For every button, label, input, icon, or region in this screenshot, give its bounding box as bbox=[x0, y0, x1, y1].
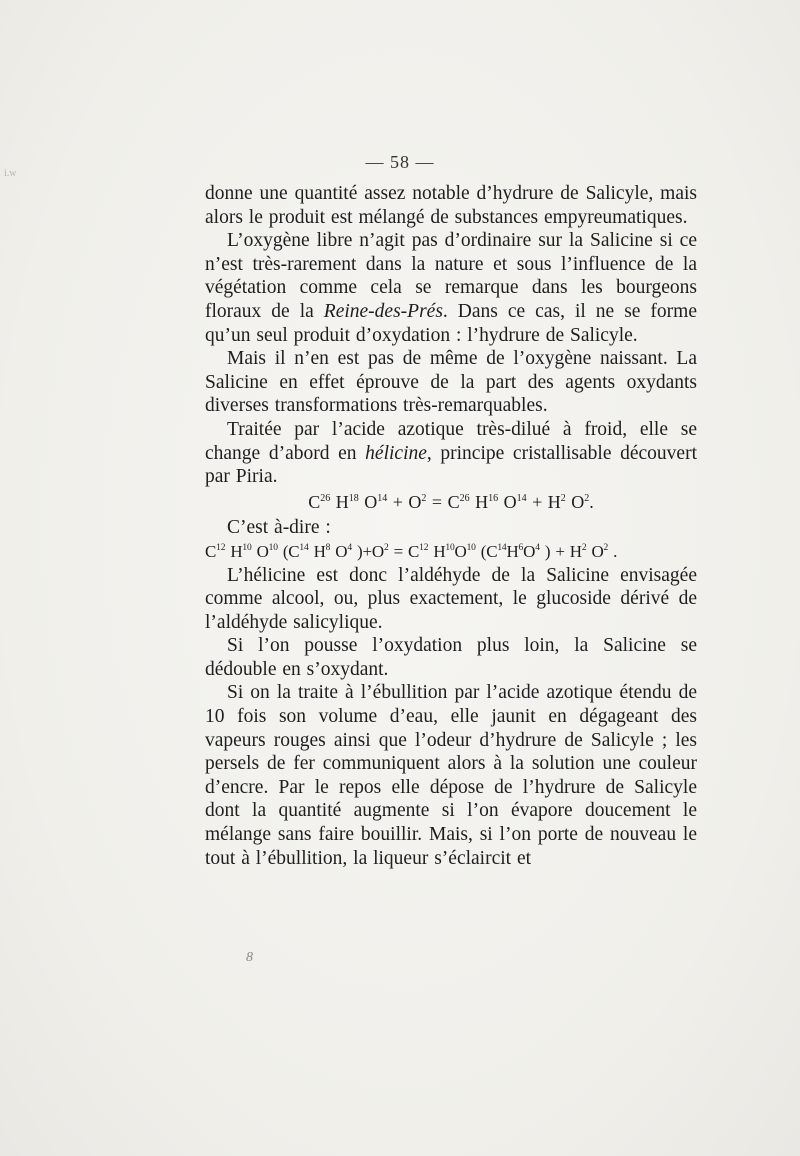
paragraph-5: C’est à-dire : bbox=[227, 517, 331, 539]
margin-mark: i.w bbox=[4, 168, 17, 179]
plant-name-italic: Reine-des-Prés bbox=[323, 300, 443, 322]
paragraph-2-text-b: . Dans ce cas, il ne se forme qu’un seul produit d’oxydation : l’hydrure de Salicyle. bbox=[205, 300, 697, 346]
paragraph-1: donne une quantité assez notable d’hydrure de Salicyle, mais alors le produit est mélangé de substances empyreumatiques. bbox=[205, 183, 697, 228]
paragraph-2-text-a: L’oxygène libre n’agit pas d’ordinaire sur la Salicine si ce n’est très-rarement dans la nature et sous l’influence de la végétation comme cela se remarque dans les bourgeons floraux de la bbox=[205, 230, 697, 322]
signature-mark: 8 bbox=[246, 950, 253, 965]
paragraph-4-text-b: , principe cristallisable découvert par Piria. bbox=[205, 442, 697, 488]
chemical-equation-2: $C^{12}$ $H^{10}$ $O^{10}$ ($C^{14}$ $H^8$ $O^4$ )$+O^2 = C^{12}$ $H^{10}O^{10}$ ($C^{14}H^6O^4$ ) + $H^2$ $O^2$ . bbox=[205, 541, 618, 561]
paragraph-2 bbox=[205, 229, 697, 347]
paragraph-4 bbox=[205, 418, 697, 489]
paragraph-4-text-a: Traitée par l’acide azotique très-dilué à froid, elle se change d’abord en bbox=[205, 418, 697, 464]
page-number: — 58 — bbox=[365, 152, 435, 172]
chemical-equation-1: $C^{26}$ $H^{18}$ $O^{14} + O^2 = C^{26}$ $H^{16}$ $O^{14} + H^2$ $O^2$. bbox=[308, 491, 594, 512]
helicine-italic: hélicine bbox=[365, 442, 427, 464]
paragraph-3: Mais il n’en est pas de même de l’oxygène naissant. La Salicine en effet éprouve de la part des agents oxydants diverses transformations très-remarquables. bbox=[205, 348, 697, 417]
paragraph-7: Si l’on pousse l’oxydation plus loin, la Salicine se dédouble en s’oxydant. bbox=[205, 635, 697, 680]
paragraph-8: Si on la traite à l’ébullition par l’acide azotique étendu de 10 fois son volume d’eau, elle jaunit en dégageant des vapeurs rouges ainsi que l’odeur d’hydrure de Salicyle ; les persels de fer communiquent alors à la solution une couleur d’encre. Par le repos elle dépose de l’hydrure de Salicyle dont la quantité augmente si l’on évapore doucement le mélange sans faire bouillir. Mais, si l’on porte de nouveau le tout à l’ébullition, la liqueur s’éclaircit et bbox=[205, 682, 697, 869]
body-text bbox=[205, 182, 697, 870]
paragraph-6: L’hélicine est donc l’aldéhyde de la Salicine envisagée comme alcool, ou, plus exactement, le glucoside dérivé de l’aldéhyde salicylique. bbox=[205, 564, 697, 633]
